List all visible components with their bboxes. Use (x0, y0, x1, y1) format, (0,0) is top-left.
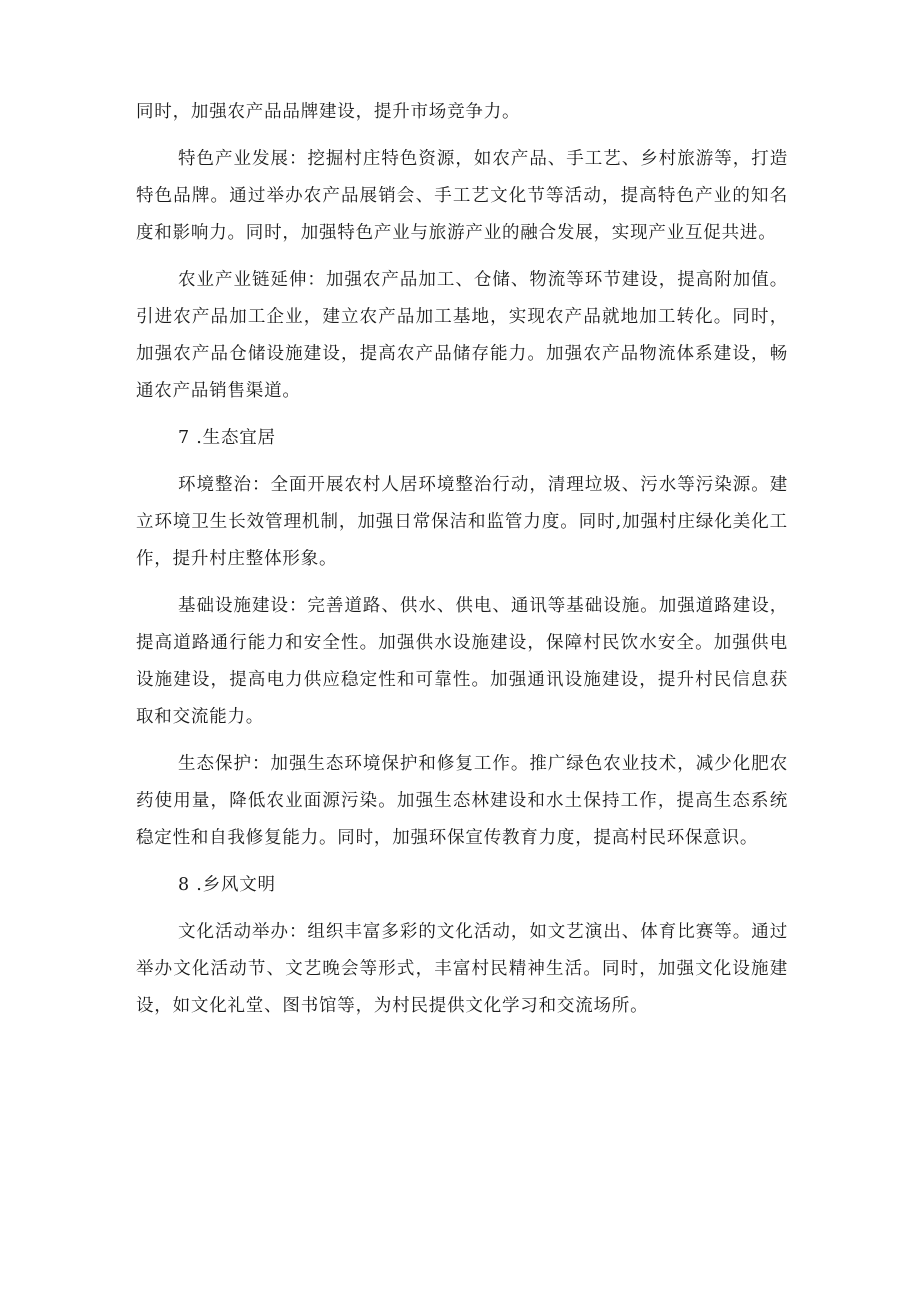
paragraph-brand-building: 同时，加强农产品品牌建设，提升市场竞争力。 (136, 102, 521, 122)
paragraph-infrastructure: 基础设施建设：完善道路、供水、供电、通讯等基础设施。加强道路建设，提高道路通行能力和安全性。加强供水设施建设，保障村民饮水安全。加强供电设施建设，提高电力供应稳定性和可靠性。加强通讯设施建设，提升村民信息获取和交流能力。 (136, 596, 788, 727)
section-heading-civilization: 8 .乡风文明 (178, 875, 276, 895)
paragraph-ecological-protection: 生态保护：加强生态环境保护和修复工作。推广绿色农业技术，减少化肥农药使用量，降低农业面源污染。加强生态林建设和水土保持工作，提高生态系统稳定性和自我修复能力。同时，加强环保宣传教育力度，提高村民环保意识。 (136, 754, 788, 848)
paragraph-cultural-activities: 文化活动举办：组织丰富多彩的文化活动，如文艺演出、体育比赛等。通过举办文化活动节、文艺晚会等形式，丰富村民精神生活。同时，加强文化设施建设，如文化礼堂、图书馆等，为村民提供文化学习和交流场所。 (136, 922, 788, 1016)
paragraph-environment: 环境整治：全面开展农村人居环境整治行动，清理垃圾、污水等污染源。建立环境卫生长效管理机制，加强日常保洁和监管力度。同时,加强村庄绿化美化工作，提升村庄整体形象。 (136, 475, 788, 569)
section-heading-ecology: 7 .生态宜居 (178, 428, 276, 448)
document-body (136, 94, 788, 1035)
paragraph-industry-chain: 农业产业链延伸：加强农产品加工、仓储、物流等环节建设，提高附加值。引进农产品加工企业，建立农产品加工基地，实现农产品就地加工转化。同时，加强农产品仓储设施建设，提高农产品储存能力。加强农产品物流体系建设，畅通农产品销售渠道。 (136, 270, 788, 401)
paragraph-specialty-industry: 特色产业发展：挖掘村庄特色资源，如农产品、手工艺、乡村旅游等，打造特色品牌。通过举办农产品展销会、手工艺文化节等活动，提高特色产业的知名度和影响力。同时，加强特色产业与旅游产业的融合发展，实现产业互促共进。 (136, 149, 788, 243)
